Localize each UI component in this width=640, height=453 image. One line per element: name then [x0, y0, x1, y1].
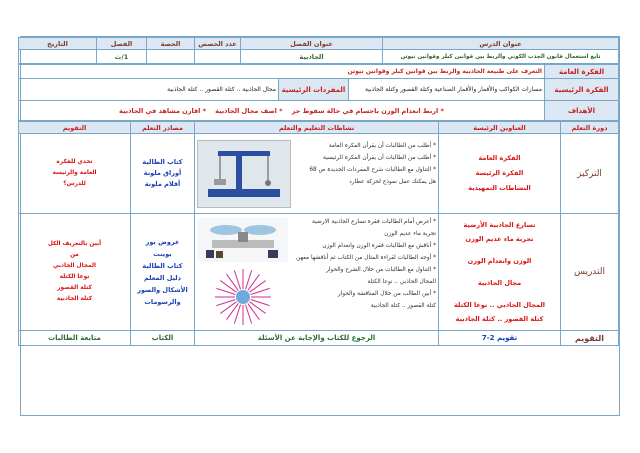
activity-line: المجال الجاذبي .. نوعا الكتلة — [367, 279, 436, 285]
activity-line: * أناقش مع الطالبات فقرة الوزن وانعدام الوزن — [322, 243, 436, 249]
resource-item: دليل المعلم — [144, 274, 181, 282]
objective-2: * اصف مجال الجاذبية — [215, 106, 283, 115]
chapter-title: الجاذبية — [241, 50, 383, 64]
focus-title: الفكرة الرئيسة — [475, 169, 524, 177]
activity-line: هل يمكنك عمل نموذج لحركة عطارد — [349, 178, 436, 185]
main-idea-label: الفكرة الرئيسية — [545, 79, 619, 101]
footer-activity: الرجوع للكتاب والإجابة عن الأسئلة — [195, 331, 439, 346]
activity-line: * أعرض أمام الطالبات فقرة تسارع الجاذبية الارضية — [312, 219, 436, 225]
activity-line: تجربة ماء عديم الوزن — [384, 231, 436, 237]
focus-row — [19, 134, 619, 214]
teach-titles — [439, 214, 561, 331]
general-idea-label: الفكرة العامة — [545, 65, 619, 79]
resource-item: عروض بور — [145, 238, 180, 246]
objectives-list — [18, 101, 544, 121]
scale-image — [198, 218, 288, 262]
focus-activities — [195, 134, 439, 214]
teach-title: تجربة ماء عديم الوزن — [465, 235, 534, 243]
col-resources: مصادر التعلم — [131, 122, 195, 134]
activity-line: * أوجه الطالبات لقراءة المثال من الكتاب ثم أناقشها معهن — [296, 255, 436, 261]
teach-resources — [131, 214, 195, 331]
focus-title: الفكرة العامة — [478, 154, 521, 162]
label-sessions: عدد الحصص — [195, 38, 241, 50]
sessions-value — [195, 50, 241, 64]
focus-resources — [131, 134, 195, 214]
label-class: الفصل — [97, 38, 147, 50]
resource-item: كتاب الطالبة — [142, 262, 183, 270]
objective-3: * اقارن مشاهد في الجاذبية — [119, 106, 207, 115]
label-period: الحصة — [147, 38, 195, 50]
label-date: التاريخ — [19, 38, 97, 50]
footer-title: تقويم 2-7 — [439, 331, 561, 346]
footer-stage: التقويم — [561, 331, 619, 346]
header-table — [18, 37, 619, 64]
eval-line: من — [70, 252, 79, 258]
teach-row — [19, 214, 619, 331]
teach-title: الوزن وانعدام الوزن — [467, 257, 532, 265]
focus-stage: التركيز — [561, 134, 619, 214]
activity-line: * التناول مع الطالبات من خلال الشرح والحوار — [326, 267, 436, 273]
objectives-label: الأهداف — [545, 101, 619, 121]
eval-line: المجال الجاذبي — [53, 263, 96, 269]
general-idea-value: التعرف على طبيعة الجاذبية والربط بين قوانين كبلر وقوانين نيوتن — [18, 65, 544, 79]
main-idea-value: مسارات الكواكب والأقمار والأقمار الصناعية وكتلة القصور وكتلة الجاذبية — [349, 79, 545, 101]
eval-line: العامة والرئيسة — [52, 170, 97, 176]
footer-evaluation: متابعة الطالبات — [19, 331, 131, 346]
focus-titles — [439, 134, 561, 214]
resource-item: كتاب الطالبة — [142, 158, 183, 166]
focus-title: النشاطات التمهيدية — [468, 184, 531, 192]
activity-line: * أطلب من الطالبات أن يقرأن الفكرة الرئيسية — [323, 154, 436, 161]
period-value — [147, 50, 195, 64]
label-lesson-title: عنوان الدرس — [383, 38, 619, 50]
teach-title: المجال الجاذبي .. نوعا الكتلة — [453, 301, 546, 309]
eval-line: أبين بالتعريف الكل — [47, 241, 102, 247]
resource-item: بوينت — [153, 250, 172, 258]
footer-resource: الكتاب — [131, 331, 195, 346]
col-cycle: دورة التعلم — [561, 122, 619, 134]
eval-line: كتلة القصور — [57, 285, 92, 291]
balance-apparatus-image — [197, 140, 291, 208]
teach-title: كتلة القصور .. كتلة الجاذبية — [455, 315, 544, 323]
class-value: 1/ث — [97, 50, 147, 64]
eval-line: نوعا الكتلة — [59, 274, 90, 280]
date-value — [19, 50, 97, 64]
activities-table — [18, 121, 619, 346]
gravity-field-image — [208, 266, 278, 328]
resource-item: الأشكال والصور — [137, 286, 188, 294]
col-activities: نشاطات التعليم والتعلم — [195, 122, 439, 134]
activity-line: * التناول مع الطالبات شرح المفردات الجديدة ص 68 — [309, 166, 436, 173]
eval-line: للدرس؟ — [63, 181, 86, 187]
teach-stage: التدريس — [561, 214, 619, 331]
objective-1: * اربط انعدام الوزن باجسام في حالة سقوط حر — [291, 106, 444, 115]
teach-title: تسارع الجاذبية الأرضية — [463, 221, 536, 229]
teach-title: مجال الجاذبية — [477, 279, 522, 287]
teach-evaluation — [19, 214, 131, 331]
activity-line: * أبين الطالب من خلال المناقشة والحوار — [337, 291, 436, 297]
vocab-value: مجال الجاذبية .. كتلة القصور .. كتلة الجاذبية — [18, 79, 278, 101]
activity-line: * أطلب من الطالبات أن يقرأن الفكرة العامة — [328, 142, 436, 149]
resource-item: أقلام ملونة — [144, 180, 181, 188]
eval-line: تحدي للفكرة — [56, 159, 93, 165]
label-chapter-title: عنوان الفصل — [241, 38, 383, 50]
resource-item: أوراق ملونة — [143, 169, 182, 177]
eval-line: كتلة الجاذبية — [56, 296, 93, 302]
focus-evaluation — [19, 134, 131, 214]
resource-item: والرسومات — [144, 298, 181, 306]
planet-icon — [236, 290, 250, 304]
ideas-table — [18, 64, 619, 121]
lesson-plan — [20, 36, 620, 416]
lesson-title: تابع استعمال قانون الجذب الكوني والربط بين قوانين كبلر وقوانين نيوتن — [383, 50, 619, 64]
activity-line: كتلة القصور .. كتلة الجاذبية — [370, 303, 436, 309]
teach-activities — [195, 214, 439, 331]
vocab-label: المفردات الرئيسية — [279, 79, 349, 101]
footer-row — [19, 331, 619, 346]
col-titles: العناوين الرئيسة — [439, 122, 561, 134]
col-evaluation: التقويم — [19, 122, 131, 134]
